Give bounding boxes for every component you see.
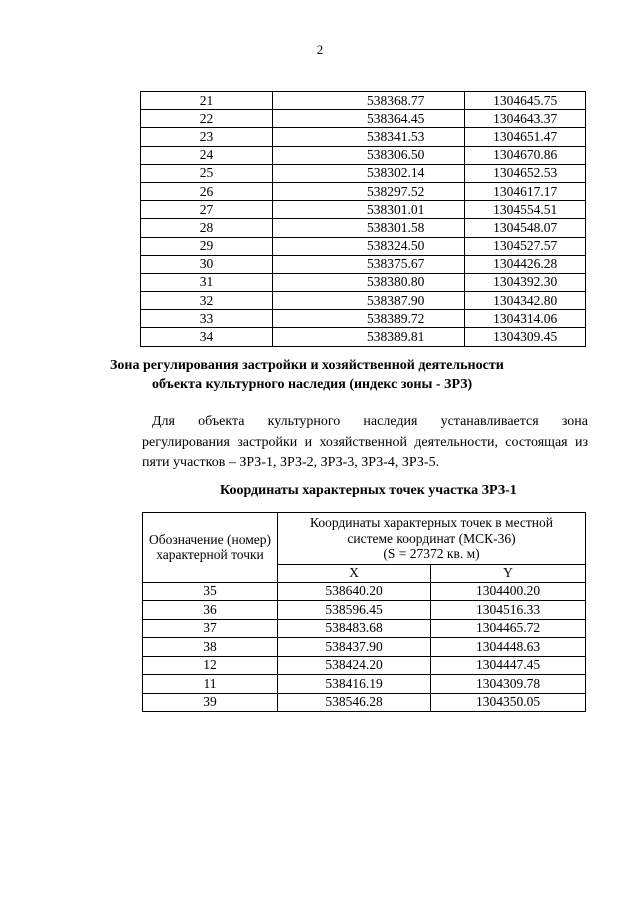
point-number-cell: 11	[143, 675, 278, 694]
x-coordinate-cell: 538380.80	[273, 273, 465, 291]
y-coordinate-cell: 1304309.45	[465, 328, 586, 346]
point-number-cell: 22	[141, 110, 273, 128]
x-coordinate-cell: 538301.58	[273, 219, 465, 237]
table-row	[143, 638, 586, 657]
y-header: Y	[431, 564, 586, 582]
point-number-cell: 24	[141, 146, 273, 164]
y-coordinate-cell: 1304643.37	[465, 110, 586, 128]
x-coordinate-cell: 538424.20	[278, 656, 431, 675]
paragraph-word: зона	[561, 414, 588, 429]
table-row	[141, 182, 586, 200]
x-coordinate-cell: 538416.19	[278, 675, 431, 694]
point-number-cell: 21	[141, 92, 273, 110]
point-number-cell: 27	[141, 201, 273, 219]
zone-description-paragraph	[142, 412, 588, 474]
x-coordinate-cell: 538375.67	[273, 255, 465, 273]
x-coordinate-cell: 538389.72	[273, 310, 465, 328]
table-row	[141, 201, 586, 219]
table-row	[143, 601, 586, 620]
table-row	[141, 310, 586, 328]
x-coordinate-cell: 538437.90	[278, 638, 431, 657]
x-coordinate-cell: 538302.14	[273, 164, 465, 182]
table-row	[141, 146, 586, 164]
x-coordinate-cell: 538640.20	[278, 582, 431, 601]
coordinates-group-header	[278, 513, 586, 565]
group-header-line3: (S = 27372 кв. м)	[383, 546, 480, 561]
x-coordinate-cell: 538301.01	[273, 201, 465, 219]
point-number-cell: 31	[141, 273, 273, 291]
table-row	[141, 255, 586, 273]
y-coordinate-cell: 1304309.78	[431, 675, 586, 694]
x-coordinate-cell: 538483.68	[278, 619, 431, 638]
point-number-cell: 23	[141, 128, 273, 146]
x-coordinate-cell: 538368.77	[273, 92, 465, 110]
point-number-cell: 29	[141, 237, 273, 255]
table-row	[141, 110, 586, 128]
table-row	[141, 164, 586, 182]
y-coordinate-cell: 1304350.05	[431, 693, 586, 712]
table-row	[143, 693, 586, 712]
y-coordinate-cell: 1304448.63	[431, 638, 586, 657]
y-coordinate-cell: 1304465.72	[431, 619, 586, 638]
group-header-line2: системе координат (МСК-36)	[347, 530, 516, 546]
point-number-cell: 12	[143, 656, 278, 675]
x-coordinate-cell: 538324.50	[273, 237, 465, 255]
y-coordinate-cell: 1304447.45	[431, 656, 586, 675]
coordinates-table-continued	[140, 91, 586, 347]
y-coordinate-cell: 1304651.47	[465, 128, 586, 146]
point-number-cell: 35	[143, 582, 278, 601]
y-coordinate-cell: 1304670.86	[465, 146, 586, 164]
x-coordinate-cell: 538297.52	[273, 182, 465, 200]
point-number-cell: 30	[141, 255, 273, 273]
y-coordinate-cell: 1304548.07	[465, 219, 586, 237]
table-row	[141, 328, 586, 346]
paragraph-word: Для	[152, 414, 175, 429]
point-number-cell: 32	[141, 292, 273, 310]
x-coordinate-cell: 538341.53	[273, 128, 465, 146]
zrz1-coordinates-table	[142, 512, 586, 712]
zone-heading	[0, 356, 640, 394]
x-coordinate-cell: 538306.50	[273, 146, 465, 164]
y-coordinate-cell: 1304314.06	[465, 310, 586, 328]
paragraph-word: культурного	[267, 414, 341, 429]
table-row	[141, 273, 586, 291]
table-row	[143, 582, 586, 601]
x-coordinate-cell: 538389.81	[273, 328, 465, 346]
paragraph-rest: регулирования застройки и хозяйственной деятельности, состоящая из пяти участков – ЗРЗ-1, ЗРЗ-2, ЗРЗ-3, ЗРЗ-4, ЗРЗ-5.	[142, 434, 588, 470]
table-row	[141, 237, 586, 255]
point-number-cell: 33	[141, 310, 273, 328]
x-coordinate-cell: 538546.28	[278, 693, 431, 712]
zone-heading-line2: объекта культурного наследия (индекс зоны - ЗРЗ)	[152, 377, 473, 392]
y-coordinate-cell: 1304392.30	[465, 273, 586, 291]
point-number-cell: 39	[143, 693, 278, 712]
y-coordinate-cell: 1304516.33	[431, 601, 586, 620]
table-row	[141, 128, 586, 146]
paragraph-word: наследия	[363, 414, 418, 429]
x-coordinate-cell: 538596.45	[278, 601, 431, 620]
y-coordinate-cell: 1304426.28	[465, 255, 586, 273]
point-number-cell: 38	[143, 638, 278, 657]
y-coordinate-cell: 1304617.17	[465, 182, 586, 200]
y-coordinate-cell: 1304342.80	[465, 292, 586, 310]
table-row	[143, 619, 586, 638]
paragraph-word: объекта	[198, 414, 245, 429]
table-row	[143, 656, 586, 675]
x-coordinate-cell: 538387.90	[273, 292, 465, 310]
point-number-cell: 25	[141, 164, 273, 182]
y-coordinate-cell: 1304527.57	[465, 237, 586, 255]
y-coordinate-cell: 1304645.75	[465, 92, 586, 110]
point-number-cell: 34	[141, 328, 273, 346]
zrz1-coordinates-heading: Координаты характерных точек участка ЗРЗ-1	[220, 483, 517, 498]
paragraph-word: устанавливается	[440, 414, 539, 429]
x-header: X	[278, 564, 431, 582]
point-number-cell: 28	[141, 219, 273, 237]
table-row	[143, 675, 586, 694]
group-header-line1: Координаты характерных точек в местной	[309, 515, 553, 530]
x-coordinate-cell: 538364.45	[273, 110, 465, 128]
y-coordinate-cell: 1304400.20	[431, 582, 586, 601]
point-number-cell: 36	[143, 601, 278, 620]
zone-heading-line1: Зона регулирования застройки и хозяйственной деятельности	[110, 358, 504, 373]
table-row	[141, 219, 586, 237]
y-coordinate-cell: 1304652.53	[465, 164, 586, 182]
table-row	[141, 92, 586, 110]
point-designation-header: Обозначение (номер) характерной точки	[143, 513, 278, 583]
point-number-cell: 26	[141, 182, 273, 200]
point-number-cell: 37	[143, 619, 278, 638]
y-coordinate-cell: 1304554.51	[465, 201, 586, 219]
table-row	[141, 292, 586, 310]
page-number: 2	[316, 42, 324, 57]
